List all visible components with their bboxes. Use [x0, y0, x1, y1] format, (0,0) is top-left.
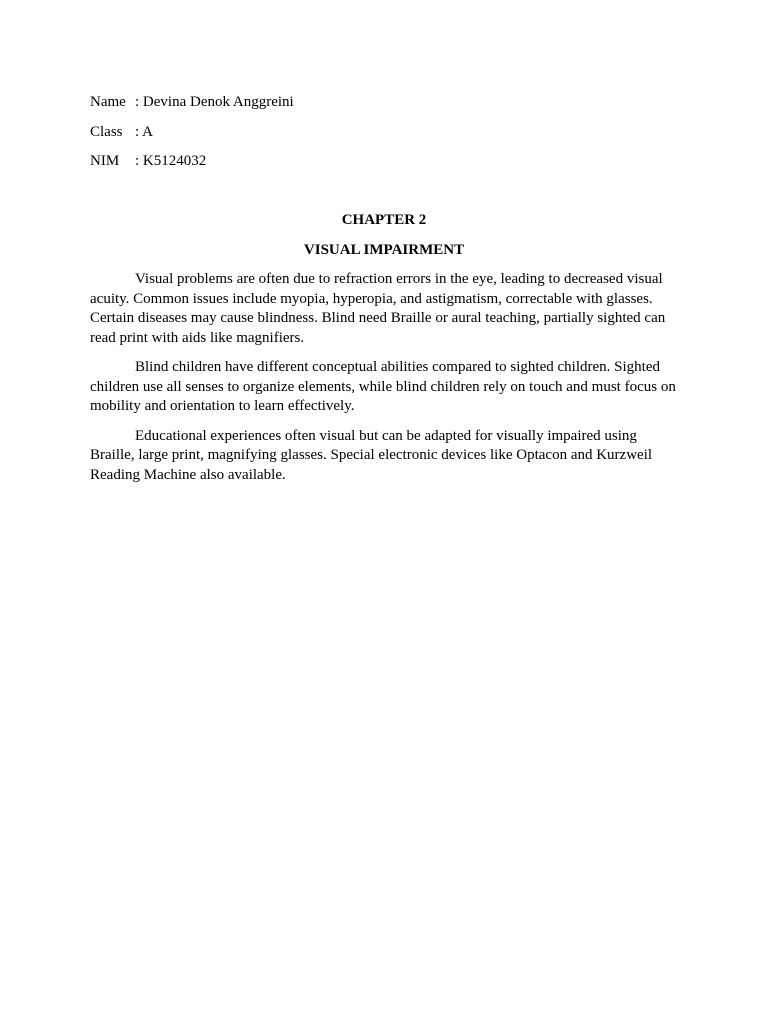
nim-value: : K5124032	[135, 153, 207, 169]
name-row	[90, 93, 294, 113]
chapter-title: VISUAL IMPAIRMENT	[303, 241, 465, 258]
chapter-number: CHAPTER 2	[341, 212, 427, 228]
nim-label: NIM	[90, 153, 120, 169]
student-info	[90, 93, 294, 182]
paragraph: Visual problems are often due to refraction errors in the eye, leading to decreased visual acuity. Common issues include myopia, hyperopia, and astigmatism, correctable with glasses. Certain diseases may cause blindness. Blind need Braille or aural teaching, partially sighted can read print with aids like magnifiers.	[90, 271, 666, 346]
chapter-heading	[90, 211, 678, 270]
class-value: : A	[135, 123, 153, 140]
paragraph: Educational experiences often visual but can be adapted for visually impaired using Braille, large print, magnifying glasses. Special electronic devices like Optacon and Kurzweil Reading Machine also available.	[90, 427, 653, 483]
name-label: Name	[90, 94, 126, 110]
chapter-body	[90, 270, 678, 495]
class-row	[90, 123, 294, 143]
paragraph: Blind children have different conceptual abilities compared to sighted children. Sighted children use all senses to organize elements, while blind children rely on touch and must focus on mobility and orientation to learn effectively.	[90, 359, 676, 414]
class-label: Class	[90, 123, 123, 140]
name-value: : Devina Denok Anggreini	[135, 94, 294, 110]
nim-row	[90, 152, 294, 172]
